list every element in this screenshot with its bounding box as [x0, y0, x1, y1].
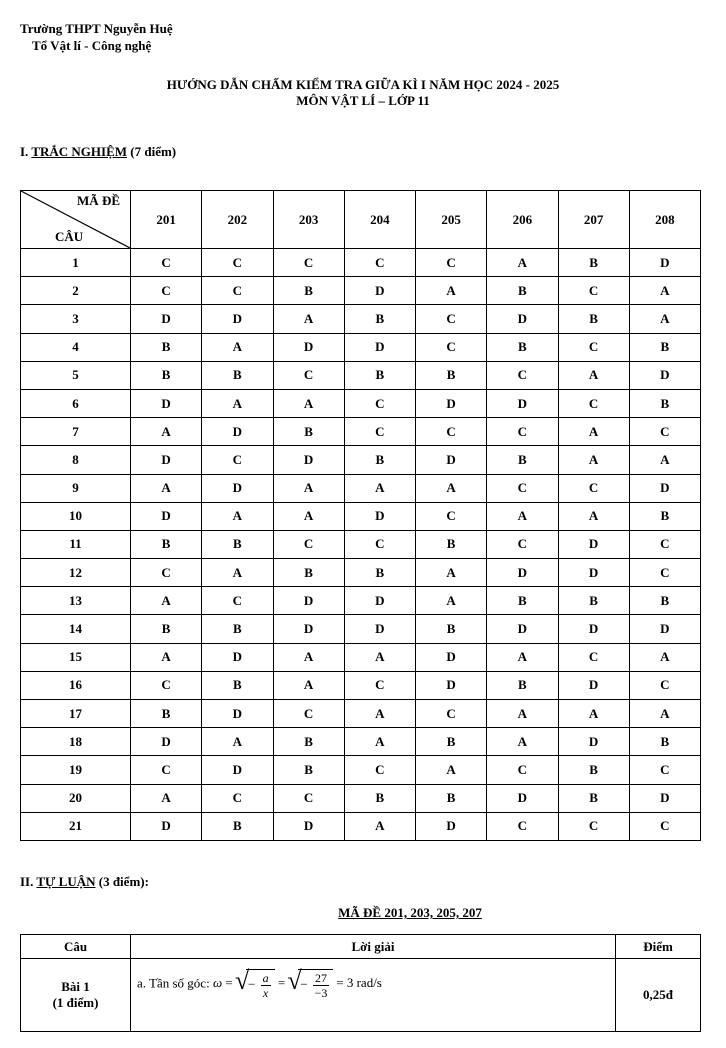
- answer-cell: B: [487, 333, 558, 361]
- answer-table-body: [21, 249, 701, 841]
- question-number: 1: [21, 249, 131, 277]
- answer-cell: B: [416, 728, 487, 756]
- answer-cell: A: [558, 700, 629, 728]
- answer-cell: B: [273, 756, 344, 784]
- answer-cell: D: [344, 587, 415, 615]
- table-row: [21, 756, 701, 784]
- answer-cell: A: [416, 756, 487, 784]
- answer-cell: D: [273, 615, 344, 643]
- answer-cell: B: [273, 418, 344, 446]
- answer-cell: D: [273, 446, 344, 474]
- answer-cell: B: [273, 728, 344, 756]
- answer-cell: D: [487, 615, 558, 643]
- answer-cell: D: [131, 305, 202, 333]
- answer-cell: B: [629, 587, 700, 615]
- question-number: 6: [21, 389, 131, 417]
- question-number: 12: [21, 559, 131, 587]
- answer-cell: C: [416, 333, 487, 361]
- answer-cell: D: [344, 502, 415, 530]
- title-line-2: MÔN VẬT LÍ – LỚP 11: [296, 93, 430, 108]
- table-row: [21, 615, 701, 643]
- essay-question-cell: [21, 959, 131, 1032]
- answer-cell: B: [487, 587, 558, 615]
- question-number: 14: [21, 615, 131, 643]
- exam-code-header: 201: [131, 191, 202, 249]
- answer-cell: B: [344, 559, 415, 587]
- question-number: 8: [21, 446, 131, 474]
- answer-cell: C: [416, 418, 487, 446]
- section-1-heading: [20, 144, 176, 160]
- equals-sign-2: =: [277, 975, 286, 991]
- essay-question-label: Bài 1: [61, 979, 90, 994]
- answer-cell: C: [558, 389, 629, 417]
- answer-cell: A: [344, 474, 415, 502]
- answer-cell: A: [487, 700, 558, 728]
- answer-cell: D: [344, 333, 415, 361]
- answer-cell: C: [487, 756, 558, 784]
- answer-cell: D: [416, 812, 487, 840]
- answer-cell: B: [131, 361, 202, 389]
- answer-cell: B: [273, 559, 344, 587]
- answer-cell: D: [131, 446, 202, 474]
- answer-cell: D: [487, 305, 558, 333]
- answer-cell: B: [416, 361, 487, 389]
- corner-question-label: CÂU: [55, 229, 84, 244]
- answer-cell: A: [487, 502, 558, 530]
- answer-cell: B: [558, 305, 629, 333]
- answer-cell: A: [131, 418, 202, 446]
- answer-cell: C: [344, 756, 415, 784]
- answer-cell: C: [344, 671, 415, 699]
- answer-cell: C: [202, 249, 273, 277]
- answer-cell: A: [202, 559, 273, 587]
- table-row: [21, 530, 701, 558]
- answer-cell: B: [416, 615, 487, 643]
- section-2-name: TỰ LUẬN: [36, 874, 96, 889]
- answer-cell: D: [273, 333, 344, 361]
- fraction-numerator-a: a: [262, 971, 269, 985]
- answer-cell: A: [131, 643, 202, 671]
- answer-cell: D: [416, 671, 487, 699]
- answer-cell: C: [629, 671, 700, 699]
- answer-cell: B: [344, 784, 415, 812]
- equals-sign: =: [225, 975, 233, 991]
- exam-code-header: 206: [487, 191, 558, 249]
- answer-key-table: [20, 190, 701, 841]
- answer-cell: C: [487, 361, 558, 389]
- fraction-denominator-minus-3: −3: [314, 986, 328, 1000]
- table-row: [21, 249, 701, 277]
- answer-cell: D: [131, 502, 202, 530]
- answer-cell: C: [487, 530, 558, 558]
- answer-cell: A: [131, 474, 202, 502]
- answer-cell: B: [344, 446, 415, 474]
- answer-cell: D: [344, 277, 415, 305]
- question-number: 18: [21, 728, 131, 756]
- answer-cell: A: [629, 305, 700, 333]
- answer-cell: C: [202, 446, 273, 474]
- table-row: [21, 559, 701, 587]
- answer-cell: D: [273, 587, 344, 615]
- answer-cell: B: [202, 812, 273, 840]
- answer-cell: A: [344, 643, 415, 671]
- essay-question-points: (1 điểm): [52, 995, 99, 1010]
- department-name: Tổ Vật lí - Công nghệ: [32, 38, 152, 53]
- answer-cell: C: [558, 333, 629, 361]
- answer-cell: D: [629, 784, 700, 812]
- table-row: [21, 700, 701, 728]
- answer-cell: C: [487, 812, 558, 840]
- table-row: [21, 418, 701, 446]
- answer-cell: B: [558, 587, 629, 615]
- answer-cell: C: [344, 249, 415, 277]
- answer-cell: D: [202, 643, 273, 671]
- answer-cell: B: [344, 305, 415, 333]
- exam-code-header: 208: [629, 191, 700, 249]
- answer-cell: B: [487, 446, 558, 474]
- essay-col-question: Câu: [21, 935, 131, 959]
- answer-cell: C: [202, 784, 273, 812]
- answer-cell: D: [558, 615, 629, 643]
- answer-cell: D: [558, 530, 629, 558]
- essay-table: [20, 934, 701, 1032]
- table-row: [21, 277, 701, 305]
- question-number: 16: [21, 671, 131, 699]
- answer-cell: D: [131, 389, 202, 417]
- answer-cell: B: [629, 502, 700, 530]
- angular-frequency-formula: [212, 971, 382, 1000]
- table-row: [21, 728, 701, 756]
- answer-cell: A: [558, 361, 629, 389]
- answer-cell: B: [273, 277, 344, 305]
- answer-cell: D: [416, 389, 487, 417]
- answer-cell: D: [202, 418, 273, 446]
- answer-cell: C: [629, 530, 700, 558]
- section-1-prefix: I.: [20, 144, 32, 159]
- answer-cell: A: [202, 502, 273, 530]
- table-row: [21, 446, 701, 474]
- answer-cell: B: [416, 784, 487, 812]
- answer-cell: B: [202, 361, 273, 389]
- omega-symbol: ω: [212, 975, 223, 991]
- question-number: 15: [21, 643, 131, 671]
- answer-cell: D: [629, 361, 700, 389]
- exam-code-header: 207: [558, 191, 629, 249]
- answer-cell: A: [273, 643, 344, 671]
- answer-cell: C: [273, 784, 344, 812]
- table-row: [21, 502, 701, 530]
- exam-code-header: 205: [416, 191, 487, 249]
- corner-exam-code-label: MÃ ĐỀ: [77, 193, 120, 208]
- table-row: [21, 333, 701, 361]
- answer-cell: A: [273, 502, 344, 530]
- answer-cell: D: [344, 615, 415, 643]
- table-row: [21, 784, 701, 812]
- sqrt-1: [246, 969, 275, 1000]
- essay-solution-cell: [131, 959, 616, 1032]
- answer-cell: D: [202, 756, 273, 784]
- question-number: 11: [21, 530, 131, 558]
- answer-cell: C: [131, 671, 202, 699]
- table-row: [21, 812, 701, 840]
- minus-sign: −: [247, 976, 256, 992]
- question-number: 21: [21, 812, 131, 840]
- answer-cell: A: [629, 643, 700, 671]
- answer-cell: B: [131, 530, 202, 558]
- answer-cell: D: [558, 559, 629, 587]
- question-number: 13: [21, 587, 131, 615]
- answer-cell: A: [273, 474, 344, 502]
- sqrt-2: [298, 969, 333, 1000]
- answer-cell: C: [131, 249, 202, 277]
- answer-cell: A: [131, 587, 202, 615]
- answer-cell: B: [629, 389, 700, 417]
- answer-cell: C: [273, 530, 344, 558]
- essay-table-header: [21, 935, 701, 959]
- document-title: [0, 77, 726, 109]
- question-number: 20: [21, 784, 131, 812]
- answer-cell: C: [202, 277, 273, 305]
- minus-sign-2: −: [300, 976, 308, 992]
- answer-cell: A: [416, 559, 487, 587]
- answer-cell: B: [131, 333, 202, 361]
- answer-cell: C: [487, 474, 558, 502]
- answer-cell: C: [131, 756, 202, 784]
- equals-sign-3: =: [336, 975, 344, 991]
- answer-cell: D: [416, 446, 487, 474]
- question-number: 7: [21, 418, 131, 446]
- answer-cell: A: [273, 305, 344, 333]
- essay-score-cell: 0,25đ: [616, 959, 701, 1032]
- section-2-suffix: (3 điểm):: [95, 874, 149, 889]
- answer-cell: C: [416, 502, 487, 530]
- exam-code-header: 202: [202, 191, 273, 249]
- question-number: 19: [21, 756, 131, 784]
- answer-cell: B: [629, 728, 700, 756]
- school-header: [20, 20, 173, 54]
- answer-cell: B: [131, 615, 202, 643]
- answer-cell: A: [131, 784, 202, 812]
- section-1-name: TRẮC NGHIỆM: [31, 144, 128, 159]
- answer-cell: B: [487, 277, 558, 305]
- answer-cell: C: [629, 559, 700, 587]
- answer-cell: A: [558, 446, 629, 474]
- answer-cell: D: [416, 643, 487, 671]
- answer-cell: C: [416, 305, 487, 333]
- answer-cell: B: [629, 333, 700, 361]
- answer-cell: A: [344, 812, 415, 840]
- answer-cell: B: [487, 671, 558, 699]
- answer-cell: A: [558, 418, 629, 446]
- answer-cell: D: [202, 700, 273, 728]
- question-number: 2: [21, 277, 131, 305]
- table-row: [21, 587, 701, 615]
- answer-cell: D: [629, 474, 700, 502]
- answer-cell: A: [558, 502, 629, 530]
- fraction-numerator-27: 27: [315, 971, 327, 985]
- table-row: [21, 671, 701, 699]
- title-line-1: HƯỚNG DẪN CHẤM KIỂM TRA GIỮA KÌ I NĂM HỌC 2024 - 2025: [166, 77, 560, 92]
- essay-col-score: Điểm: [616, 935, 701, 959]
- answer-cell: C: [344, 530, 415, 558]
- fraction-27-over-minus-3: [313, 971, 329, 1000]
- answer-cell: B: [202, 530, 273, 558]
- answer-table-header: [21, 191, 701, 249]
- answer-cell: D: [202, 305, 273, 333]
- answer-cell: B: [202, 615, 273, 643]
- answer-cell: B: [344, 361, 415, 389]
- solution-text: a. Tần số góc:: [137, 975, 213, 991]
- answer-cell: B: [558, 784, 629, 812]
- question-number: 4: [21, 333, 131, 361]
- answer-cell: C: [487, 418, 558, 446]
- answer-cell: A: [487, 643, 558, 671]
- answer-cell: C: [202, 587, 273, 615]
- answer-cell: A: [202, 728, 273, 756]
- answer-cell: A: [273, 389, 344, 417]
- essay-row: [21, 959, 701, 1032]
- answer-cell: A: [273, 671, 344, 699]
- answer-cell: A: [629, 277, 700, 305]
- answer-cell: D: [629, 249, 700, 277]
- table-row: [21, 643, 701, 671]
- answer-cell: D: [629, 615, 700, 643]
- answer-cell: A: [344, 700, 415, 728]
- answer-cell: C: [273, 700, 344, 728]
- section-2-prefix: II.: [20, 874, 37, 889]
- essay-exam-codes: MÃ ĐỀ 201, 203, 205, 207: [338, 905, 482, 920]
- answer-cell: D: [273, 812, 344, 840]
- answer-cell: D: [202, 474, 273, 502]
- answer-cell: A: [202, 389, 273, 417]
- answer-cell: D: [131, 728, 202, 756]
- answer-cell: A: [487, 249, 558, 277]
- answer-cell: C: [558, 812, 629, 840]
- answer-cell: C: [558, 643, 629, 671]
- question-number: 5: [21, 361, 131, 389]
- answer-cell: C: [629, 418, 700, 446]
- table-row: [21, 389, 701, 417]
- answer-cell: C: [629, 756, 700, 784]
- answer-cell: D: [487, 784, 558, 812]
- question-number: 17: [21, 700, 131, 728]
- answer-cell: A: [416, 474, 487, 502]
- exam-code-header: 203: [273, 191, 344, 249]
- result-unit: rad/s: [356, 975, 382, 991]
- answer-cell: C: [558, 474, 629, 502]
- answer-cell: A: [344, 728, 415, 756]
- table-row: [21, 305, 701, 333]
- answer-cell: D: [131, 812, 202, 840]
- answer-cell: D: [558, 671, 629, 699]
- answer-cell: A: [487, 728, 558, 756]
- answer-cell: B: [416, 530, 487, 558]
- answer-cell: C: [131, 559, 202, 587]
- section-1-suffix: (7 điểm): [127, 144, 177, 159]
- answer-cell: A: [629, 700, 700, 728]
- answer-cell: D: [558, 728, 629, 756]
- answer-cell: A: [416, 587, 487, 615]
- exam-code-header: 204: [344, 191, 415, 249]
- answer-cell: C: [416, 249, 487, 277]
- table-row: [21, 361, 701, 389]
- fraction-denominator-x: x: [262, 986, 269, 1000]
- result-value: 3: [346, 975, 354, 991]
- answer-cell: B: [202, 671, 273, 699]
- answer-cell: C: [558, 277, 629, 305]
- answer-cell: C: [273, 361, 344, 389]
- answer-cell: A: [202, 333, 273, 361]
- answer-cell: C: [131, 277, 202, 305]
- answer-cell: B: [558, 756, 629, 784]
- corner-cell: [21, 191, 131, 249]
- answer-cell: C: [344, 389, 415, 417]
- answer-cell: C: [629, 812, 700, 840]
- answer-cell: A: [416, 277, 487, 305]
- answer-cell: C: [416, 700, 487, 728]
- answer-cell: A: [629, 446, 700, 474]
- answer-cell: D: [487, 389, 558, 417]
- question-number: 9: [21, 474, 131, 502]
- essay-col-solution: Lời giải: [131, 935, 616, 959]
- table-row: [21, 474, 701, 502]
- answer-cell: B: [558, 249, 629, 277]
- answer-cell: C: [273, 249, 344, 277]
- answer-cell: B: [131, 700, 202, 728]
- question-number: 3: [21, 305, 131, 333]
- school-name: Trường THPT Nguyễn Huệ: [20, 21, 173, 36]
- fraction-a-over-x: [261, 971, 271, 1000]
- answer-cell: C: [344, 418, 415, 446]
- answer-cell: D: [487, 559, 558, 587]
- section-2-heading: [20, 874, 149, 890]
- question-number: 10: [21, 502, 131, 530]
